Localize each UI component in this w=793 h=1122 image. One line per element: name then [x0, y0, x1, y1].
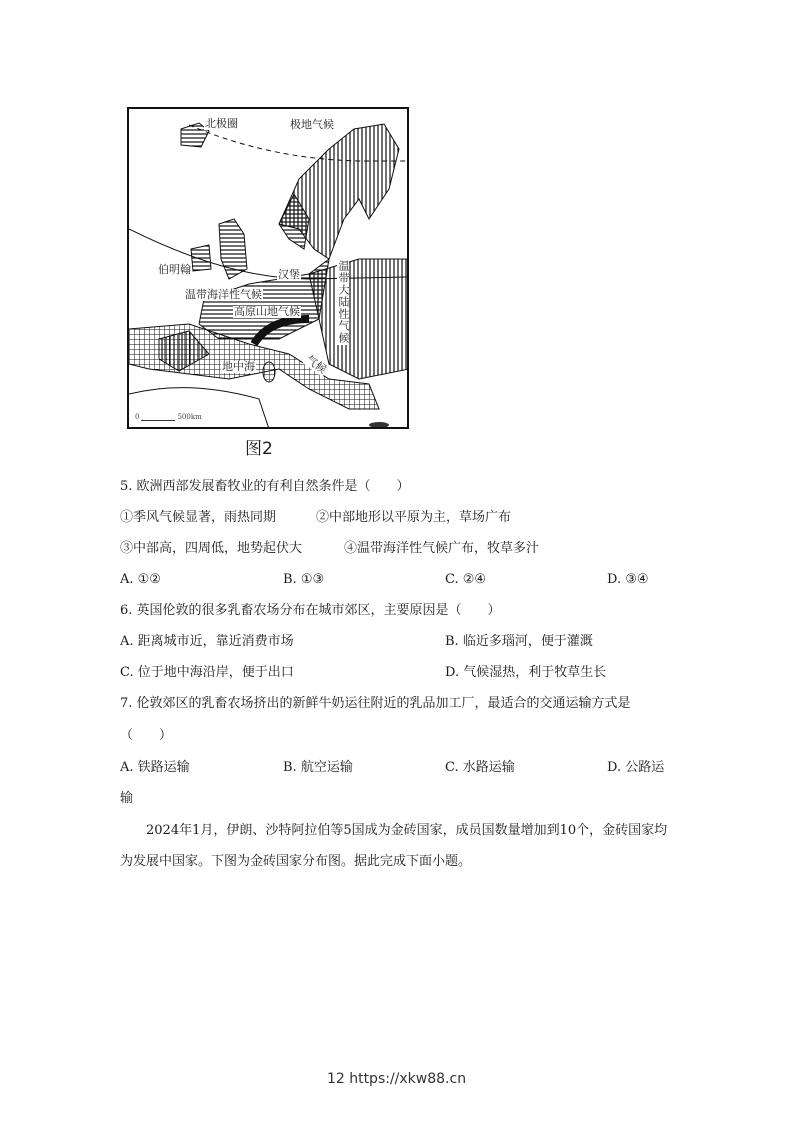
q7-option-d[interactable]: D. 公路运	[607, 760, 665, 775]
q5-option-c[interactable]: C. ②④	[445, 572, 487, 587]
label-highland-mountain: 高原山地气候	[234, 305, 300, 318]
question-7-stem-continued: （ ）	[120, 728, 173, 743]
q5-option-a[interactable]: A. ①②	[120, 572, 161, 587]
q6-option-d[interactable]: D. 气候湿热，利于牧草生长	[445, 665, 607, 680]
brics-passage: 2024年1月，伊朗、沙特阿拉伯等5国成为金砖国家，成员国数量增加到10个，金砖国家均为发展中国家。下图为金砖国家分布图。据此完成下面小题。	[120, 823, 668, 869]
q7-option-c[interactable]: C. 水路运输	[445, 760, 515, 775]
label-hamburg: 汉堡	[278, 268, 300, 281]
q6-option-a[interactable]: A. 距离城市近，靠近消费市场	[120, 634, 294, 649]
q5-option-d[interactable]: D. ③④	[607, 572, 649, 587]
label-temperate-maritime: 温带海洋性气候	[185, 288, 262, 301]
q5-statement-1: ①季风气候显著，雨热同期	[120, 510, 277, 525]
q7-option-d-continued: 输	[120, 791, 134, 806]
q5-statement-4: ④温带海洋性气候广布，牧草多汁	[344, 541, 540, 556]
question-6-stem: 6. 英国伦敦的很多乳畜农场分布在城市郊区，主要原因是（ ）	[120, 603, 501, 618]
europe-climate-map	[127, 107, 409, 429]
label-mediterranean-climate: 气候	[303, 352, 330, 377]
scale-bar	[135, 413, 202, 421]
scale-distance: 500km	[177, 413, 202, 421]
figure-caption: 图2	[245, 439, 273, 459]
scale-zero: 0	[135, 413, 140, 421]
q6-option-c[interactable]: C. 位于地中海沿岸，便于出口	[120, 665, 294, 680]
q7-option-a[interactable]: A. 铁路运输	[120, 760, 190, 775]
label-polar-climate: 极地气候	[290, 118, 334, 131]
q7-option-b[interactable]: B. 航空运输	[283, 760, 353, 775]
q6-option-b[interactable]: B. 临近多瑙河，便于灌溉	[445, 634, 593, 649]
page-footer[interactable]: 12 https://xkw88.cn	[326, 1071, 467, 1087]
q5-statement-3: ③中部高，四周低，地势起伏大	[120, 541, 303, 556]
q5-option-b[interactable]: B. ①③	[283, 572, 325, 587]
q5-statement-2: ②中部地形以平原为主，草场广布	[316, 510, 512, 525]
label-arctic-circle: 北极圈	[205, 117, 238, 130]
question-7-stem: 7. 伦敦郊区的乳畜农场挤出的新鲜牛奶运往附近的乳品加工厂，最适合的交通运输方式是	[120, 696, 631, 711]
label-birmingham: 伯明翰	[158, 263, 191, 276]
label-mediterranean: 地中海	[222, 360, 255, 373]
label-temperate-continental: 温带大陆性气候	[337, 260, 350, 344]
question-5-stem: 5. 欧洲西部发展畜牧业的有利自然条件是（ ）	[120, 479, 410, 494]
